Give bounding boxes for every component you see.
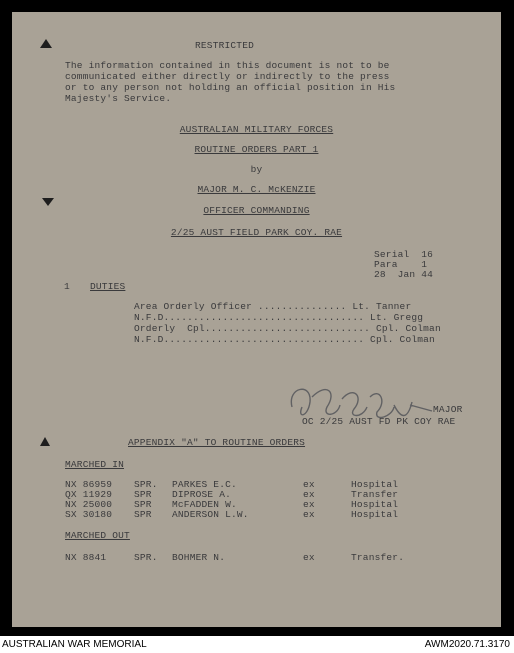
force-title: AUSTRALIAN MILITARY FORCES bbox=[179, 124, 334, 135]
source: Transfer. bbox=[351, 552, 405, 563]
table-row bbox=[12, 552, 501, 563]
service-number: QX 11929 bbox=[65, 489, 113, 500]
service-number: NX 25000 bbox=[65, 499, 113, 510]
serial-number: Serial 16 bbox=[374, 249, 434, 260]
soldier-name: BOHMER N. bbox=[172, 552, 226, 563]
rank: SPR bbox=[134, 509, 152, 520]
source: Transfer bbox=[351, 489, 399, 500]
footer-institution: AUSTRALIAN WAR MEMORIAL bbox=[2, 639, 147, 650]
rank: SPR bbox=[134, 489, 152, 500]
ex-label: ex bbox=[303, 489, 315, 500]
duties-number: 1 bbox=[64, 281, 70, 292]
document-page bbox=[12, 12, 501, 627]
duty-line: Area Orderly Officer ............... Lt. Tanner bbox=[134, 301, 412, 312]
service-number: NX 86959 bbox=[65, 479, 113, 490]
signature-rank: MAJOR bbox=[433, 404, 463, 415]
unit-name: 2/25 AUST FIELD PARK COY. RAE bbox=[170, 227, 343, 238]
notice-line: communicated either directly or indirectly to the press bbox=[65, 71, 390, 82]
appendix-title: APPENDIX "A" TO ROUTINE ORDERS bbox=[128, 437, 306, 448]
order-date: 28 Jan 44 bbox=[374, 269, 434, 280]
source: Hospital bbox=[351, 499, 399, 510]
service-number: SX 30180 bbox=[65, 509, 113, 520]
source: Hospital bbox=[351, 509, 399, 520]
marched-in-heading: MARCHED IN bbox=[65, 459, 125, 470]
officer-name: MAJOR M. C. McKENZIE bbox=[197, 184, 316, 195]
signature-line: OC 2/25 AUST FD PK COY RAE bbox=[302, 416, 456, 427]
orders-title: ROUTINE ORDERS PART 1 bbox=[194, 144, 319, 155]
ex-label: ex bbox=[303, 552, 315, 563]
archive-footer bbox=[0, 636, 514, 653]
notice-line: The information contained in this document is not to be bbox=[65, 60, 390, 71]
table-row bbox=[12, 509, 501, 520]
duty-line: N.F.D.................................. Lt. Gregg bbox=[134, 312, 424, 323]
footer-accession-number: AWM2020.71.3170 bbox=[424, 639, 510, 650]
restricted-heading: RESTRICTED bbox=[195, 40, 255, 51]
officer-role: OFFICER COMMANDING bbox=[203, 205, 310, 216]
ex-label: ex bbox=[303, 479, 315, 490]
ex-label: ex bbox=[303, 509, 315, 520]
soldier-name: ANDERSON L.W. bbox=[172, 509, 249, 520]
duties-heading: DUTIES bbox=[90, 281, 126, 292]
rank: SPR. bbox=[134, 552, 158, 563]
source: Hospital bbox=[351, 479, 399, 490]
handwritten-signature bbox=[282, 377, 452, 437]
notice-line: Majesty's Service. bbox=[65, 93, 172, 104]
notice-line: or to any person not holding an official position in His bbox=[65, 82, 396, 93]
duty-line: N.F.D.................................. Cpl. Colman bbox=[134, 334, 435, 345]
by-label: by bbox=[250, 164, 263, 175]
rank: SPR. bbox=[134, 479, 158, 490]
marched-out-heading: MARCHED OUT bbox=[65, 530, 130, 541]
soldier-name: McFADDEN W. bbox=[172, 499, 237, 510]
para-number: Para 1 bbox=[374, 259, 428, 270]
service-number: NX 8841 bbox=[65, 552, 107, 563]
duty-line: Orderly Cpl............................ Cpl. Colman bbox=[134, 323, 441, 334]
soldier-name: DIPROSE A. bbox=[172, 489, 232, 500]
rank: SPR bbox=[134, 499, 152, 510]
left-edge-mark bbox=[40, 39, 52, 48]
soldier-name: PARKES E.C. bbox=[172, 479, 237, 490]
left-edge-mark bbox=[40, 437, 50, 446]
ex-label: ex bbox=[303, 499, 315, 510]
